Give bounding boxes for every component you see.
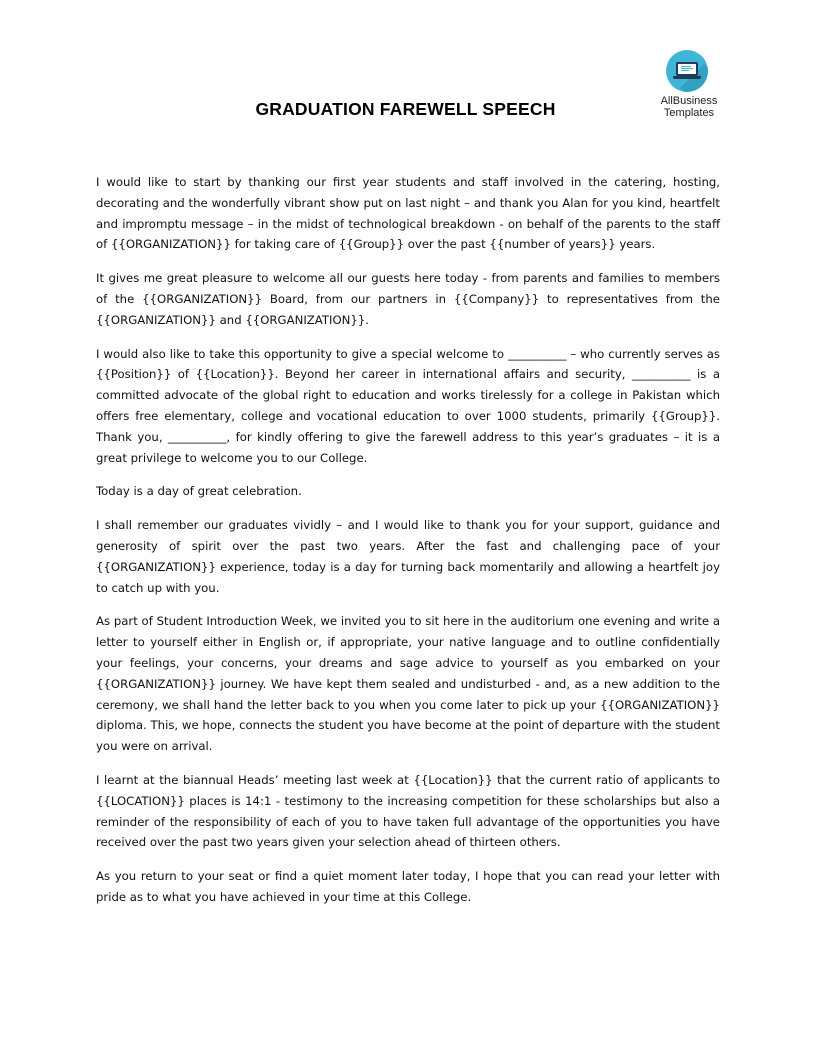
- paragraph: I would also like to take this opportunity to give a special welcome to __________ – who currently serves as {{Position}} of {{Location}}. Beyond her career in international affairs and security, __________ is a committed advocate of the global right to education and works tirelessly for a college in Pakistan which offers free elementary, college and vocational education to over 1000 students, primarily {{Group}}. Thank you, __________, for kindly offering to give the farewell address to this year’s graduates – it is a great privilege to welcome you to our College.: [96, 346, 720, 465]
- speech-body: [96, 172, 720, 921]
- logo-badge: [666, 50, 708, 92]
- paragraph: I shall remember our graduates vividly – and I would like to thank you for your support, guidance and generosity of spirit over the past two years. After the fast and challenging pace of your {{ORGANIZATION}} experience, today is a day for turning back momentarily and allowing a heartfelt joy to catch up with you.: [96, 518, 720, 595]
- laptop-base: [673, 76, 701, 79]
- paragraph: I would like to start by thanking our first year students and staff involved in the catering, hosting, decorating and the wonderfully vibrant show put on last night – and thank you Alan for you kind, heartfelt and impromptu message – in the midst of technological breakdown - on behalf of the parents to the staff of {{ORGANIZATION}} for taking care of {{Group}} over the past {{number of years}} years.: [96, 175, 720, 252]
- paragraph: Today is a day of great celebration.: [96, 484, 302, 499]
- laptop-icon: [676, 62, 698, 76]
- paragraph: I learnt at the biannual Heads’ meeting last week at {{Location}} that the current ratio of applicants to {{LOCATION}} places is 14:1 - testimony to the increasing competition for these scholarships but also a reminder of the responsibility of each of you to have taken full advantage of the opportunities you have received over the past two years given your selection ahead of thirteen others.: [96, 772, 720, 850]
- paragraph: As you return to your seat or find a quiet moment later today, I hope that you can read your letter with pride as to what you have achieved in your time at this College.: [96, 869, 720, 904]
- paragraph: It gives me great pleasure to welcome all our guests here today - from parents and families to members of the {{ORGANIZATION}} Board, from our partners in {{Company}} to representatives from the {{ORGANIZATION}} and {{ORGANIZATION}}.: [96, 271, 720, 327]
- page-title: GRADUATION FAREWELL SPEECH: [255, 99, 556, 119]
- paragraph: As part of Student Introduction Week, we invited you to sit here in the auditorium one evening and write a letter to yourself either in English or, if appropriate, your native language and to outline confidentially your feelings, your concerns, your dreams and sage advice to yourself as you embarked on your {{ORGANIZATION}} journey. We have kept them sealed and undisturbed - and, as a new addition to the ceremony, we shall hand the letter back to you when you come later to pick up your {{ORGANIZATION}} diploma. This, we hope, connects the student you have become at the point of departure with the student you were on arrival.: [96, 614, 720, 754]
- logo-line-2: Templates: [663, 107, 715, 119]
- logo-line-1: AllBusiness: [660, 95, 718, 107]
